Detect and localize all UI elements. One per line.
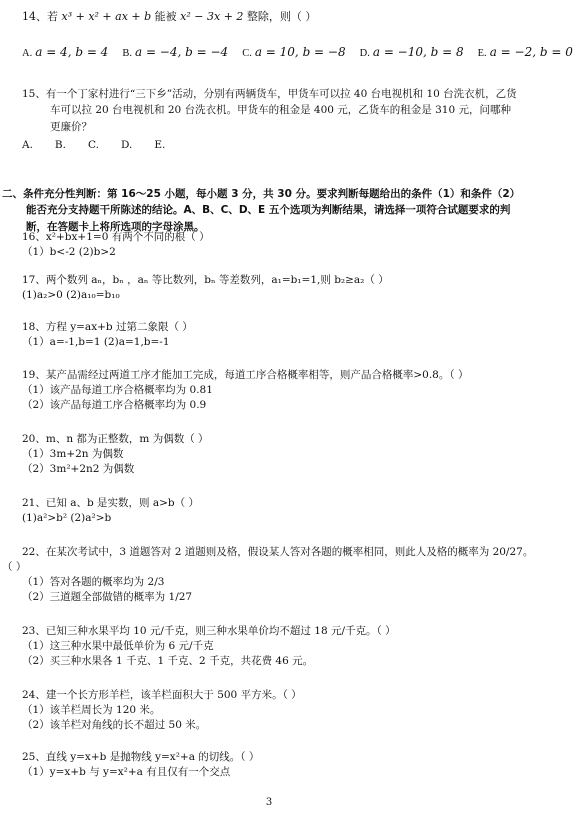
q23-condition-1: （1）这三种水果中最低单价为 6 元/千克 — [22, 640, 214, 652]
question-21 — [22, 496, 199, 526]
q16-conditions: （1）b<-2 (2)b>2 — [22, 246, 116, 258]
q17-conditions: (1)a₂>0 (2)a₁₀=b₁₀ — [22, 289, 120, 301]
q17-stem: 17、两个数列 aₙ，bₙ ，aₙ 等比数列，bₙ 等差数列，a₁=b₁=1,则 b₂≥a₂（ ） — [22, 274, 389, 286]
section-2-heading — [2, 186, 520, 235]
q14-option-c: C. a = 10, b = −8 — [242, 45, 346, 59]
question-15 — [22, 86, 518, 135]
question-19 — [22, 368, 468, 413]
q21-stem: 21、已知 a、b 是实数，则 a>b（ ） — [22, 497, 199, 509]
q15-text: 15、有一个丁家村进行“三下乡”活动，分别有两辆货车，甲货车可以拉 40 台电视机和 10 台洗衣机，乙货车可以拉 20 台电视机和 20 台洗衣机。甲货车的租金是 400 元，乙货车的租金是 310 元，问哪种更廉价？ — [22, 88, 517, 133]
q14-expr2: x² − 3x + 2 — [180, 10, 244, 23]
q22-answer-bracket: （ ） — [2, 561, 27, 573]
q20-condition-1: （1）3m+2n 为偶数 — [22, 448, 124, 460]
q14-suffix: 整除，则（ ） — [246, 10, 317, 23]
question-22 — [2, 545, 534, 605]
q14-prefix: 14、若 — [22, 10, 58, 23]
q14-option-d: D. a = −10, b = 8 — [359, 45, 464, 59]
question-16 — [22, 230, 210, 260]
q15-option-d: D. — [120, 139, 133, 151]
q24-stem: 24、建一个长方形羊栏，该羊栏面积大于 500 平方米。（ ） — [22, 689, 302, 701]
q16-stem: 16、x²+bx+1=0 有两个不同的根（ ） — [22, 231, 210, 243]
q24-condition-2: （2）该羊栏对角线的长不超过 50 米。 — [22, 719, 207, 731]
q15-option-e: E. — [154, 139, 166, 151]
q15-option-b: B. — [54, 139, 66, 151]
q25-condition-1: （1）y=x+b 与 y=x²+a 有且仅有一个交点 — [22, 766, 231, 778]
q14-options — [22, 44, 573, 61]
q18-stem: 18、方程 y=ax+b 过第二象限（ ） — [22, 321, 193, 333]
q21-conditions: (1)a²>b² (2)a²>b — [22, 512, 112, 524]
q14-mid: 能被 — [154, 10, 177, 23]
question-18 — [22, 320, 193, 350]
page-number: 3 — [265, 797, 273, 808]
question-24 — [22, 688, 302, 733]
q18-conditions: （1）a=-1,b=1 (2)a=1,b=-1 — [22, 336, 170, 348]
q22-condition-1: （1）答对各题的概率均为 2/3 — [22, 576, 165, 588]
q14-expr1: x³ + x² + ax + b — [61, 10, 152, 23]
q22-condition-2: （2）三道题全部做错的概率为 1/27 — [22, 591, 193, 603]
q15-options — [22, 138, 165, 152]
q20-condition-2: （2）3m²+2n2 为偶数 — [22, 463, 135, 475]
question-17 — [22, 273, 389, 303]
q14-option-b: B. a = −4, b = −4 — [122, 45, 229, 59]
q20-stem: 20、m、n 都为正整数，m 为偶数（ ） — [22, 433, 209, 445]
q23-stem: 23、已知三种水果平均 10 元/千克，则三种水果单价均不超过 18 元/千克。（ ） — [22, 625, 396, 637]
question-14 — [22, 10, 316, 25]
q15-option-c: C. — [87, 139, 99, 151]
q24-condition-1: （1）该羊栏周长为 120 米。 — [22, 704, 161, 716]
question-23 — [22, 624, 396, 669]
question-20 — [22, 432, 209, 477]
q22-stem: 22、在某次考试中，3 道题答对 2 道题则及格，假设某人答对各题的概率相同，则此人及格的概率为 20/27。 — [22, 546, 534, 558]
q19-condition-1: （1）该产品每道工序合格概率均为 0.81 — [22, 384, 213, 396]
section-2-instructions: 二、条件充分性判断：第 16～25 小题，每小题 3 分，共 30 分。要求判断每题给出的条件（1）和条件（2）能否充分支持题干所陈述的结论。A、B、C、D、E 五个选项为判断结果，请选择一项符合试题要求的判断，在答题卡上将所选项的字母涂黑。 — [2, 188, 515, 233]
q19-condition-2: （2）该产品每道工序合格概率均为 0.9 — [22, 399, 207, 411]
q14-option-e: E. a = −2, b = 0 — [477, 45, 573, 59]
q15-option-a: A. — [22, 139, 33, 151]
q23-condition-2: （2）买三种水果各 1 千克、1 千克、2 千克，共花费 46 元。 — [22, 655, 314, 667]
q25-stem: 25、直线 y=x+b 是抛物线 y=x²+a 的切线。（ ） — [22, 751, 260, 763]
question-25 — [22, 750, 259, 780]
q19-stem: 19、某产品需经过两道工序才能加工完成，每道工序合格概率相等，则产品合格概率>0.8。（ ） — [22, 369, 469, 381]
q14-option-a: A. a = 4, b = 4 — [22, 45, 109, 59]
